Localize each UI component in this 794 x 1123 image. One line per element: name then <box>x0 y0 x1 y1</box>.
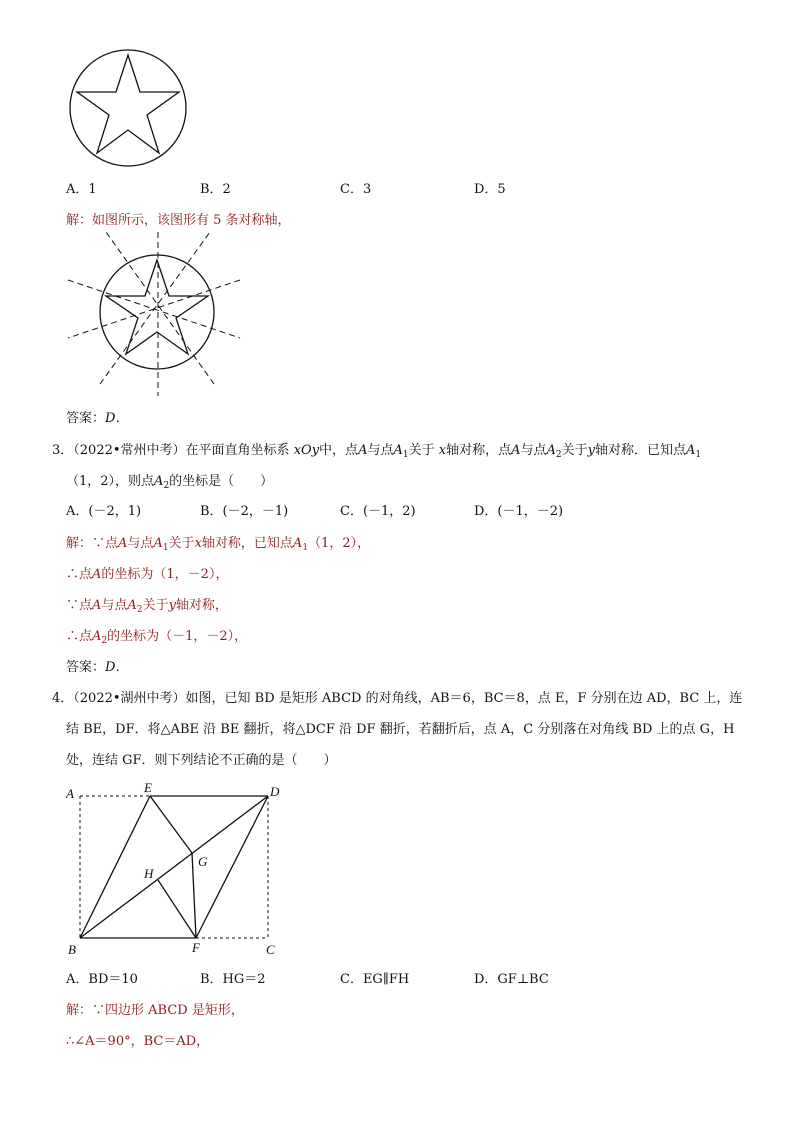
q3-stem-line1: 3．（2022•常州中考）在平面直角坐标系 xOy中，点A与点$A_1$关于 x轴对称，点A与点$A_2$关于y轴对称．已知点$A_1$ <box>52 443 702 460</box>
label-E: E <box>144 780 152 795</box>
q2-option-a: A．1 <box>66 182 97 197</box>
q3-option-c: C．(－1，2) <box>340 504 416 519</box>
q3-solution-1: 解：∵点A与点$A_1$关于x轴对称，已知点$A_1(1$，2）， <box>66 536 371 553</box>
q3-option-d: D．(－1，－2) <box>474 504 564 519</box>
q4-option-d: D．GF⊥BC <box>474 972 549 987</box>
q4-solution-2: ∴∠A＝90°，BC＝AD， <box>66 1034 210 1049</box>
q3-solution-2: ∴点A的坐标为（1，－2）， <box>66 567 229 582</box>
q4-option-a: A．BD＝10 <box>66 972 138 987</box>
star-symmetry-figure <box>68 232 248 392</box>
q4-option-c: C．EG∥FH <box>340 972 410 987</box>
label-H: H <box>144 866 154 881</box>
q3-solution-3: ∵点A与点$A_2$关于y轴对称， <box>66 598 228 615</box>
q2-option-d: D．5 <box>474 182 506 197</box>
q3-option-a: A．(－2，1) <box>66 504 142 519</box>
star-shape-2 <box>106 260 208 354</box>
q4-stem-line2: 结 BE，DF．将△ABE 沿 BE 翻折，将△DCF 沿 DF 翻折，若翻折后，点 A，C 分别落在对角线 BD 上的点 G，H <box>66 722 735 737</box>
q3-answer: 答案：D． <box>66 660 129 675</box>
q2-option-c: C．3 <box>340 182 372 197</box>
label-G: G <box>198 854 208 869</box>
star-shape <box>77 55 179 153</box>
label-A: A <box>66 786 74 801</box>
q4-stem-line1: 4．（2022•湖州中考）如图，已知 BD 是矩形 ABCD 的对角线，AB＝6，BC＝8，点 E，F 分别在边 AD，BC 上，连 <box>52 691 743 706</box>
rectangle-fold-figure <box>60 780 290 960</box>
star-circle-figure <box>66 48 196 168</box>
q3-solution-4: ∴点$A_2$的坐标为（－1，－2）， <box>66 629 248 646</box>
q2-answer: 答案：D． <box>66 411 129 426</box>
label-C: C <box>266 942 275 957</box>
fold-lines <box>80 796 268 938</box>
q2-solution: 解：如图所示，该图形有 5 条对称轴， <box>66 213 291 228</box>
q3-option-b: B．(－2，－1) <box>200 504 289 519</box>
label-F: F <box>192 940 200 955</box>
q4-stem-line3: 处，连结 GF．则下列结论不正确的是（ ） <box>66 753 337 768</box>
q4-option-b: B．HG＝2 <box>200 972 266 987</box>
q2-option-b: B．2 <box>200 182 231 197</box>
label-D: D <box>270 784 280 799</box>
label-B: B <box>68 942 76 957</box>
q3-stem-line2: （1，2），则点$A_2$的坐标是（ ） <box>66 474 274 491</box>
q4-solution-1: 解：∵四边形 ABCD 是矩形， <box>66 1003 244 1018</box>
